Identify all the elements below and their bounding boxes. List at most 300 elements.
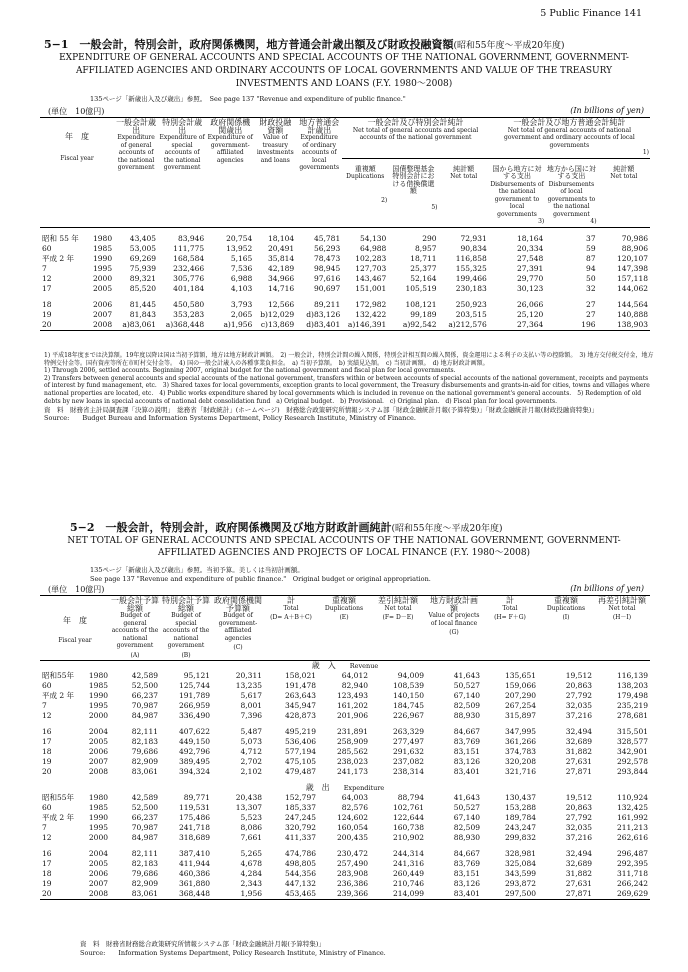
cell-value: 32	[586, 283, 596, 293]
cell-value: 78,473	[313, 253, 341, 263]
cell-value: 52,164	[410, 273, 437, 283]
t1-head-col: 特別会計歳出 Expenditure of special accounts of the national government	[158, 118, 206, 228]
cell-value: b)12,029	[260, 309, 295, 319]
row-year: 2000	[88, 833, 108, 842]
page-header: 5 Public Finance 141	[540, 8, 642, 19]
cell-value: 37	[586, 233, 596, 243]
row-era: 60	[42, 803, 52, 812]
t2-head-col	[426, 596, 482, 661]
row-year: 1985	[88, 681, 108, 690]
cell-value: 239,366	[336, 889, 368, 898]
cell-value: 143,467	[355, 273, 387, 283]
row-era: 60	[42, 681, 52, 690]
cell-value: 84,667	[453, 849, 480, 858]
cell-value: 84,987	[131, 833, 158, 842]
t2-head-en: Total	[283, 604, 299, 612]
table-row	[40, 711, 650, 721]
cell-value: 368,448	[178, 889, 210, 898]
cell-value: 263,643	[284, 691, 316, 700]
cell-value: 42,589	[131, 671, 158, 680]
section-row	[40, 661, 650, 672]
cell-value: 41,643	[453, 793, 480, 802]
table-row	[40, 320, 650, 331]
table-row	[40, 859, 650, 869]
cell-value: 8,001	[240, 701, 262, 710]
row-era: 60	[42, 243, 52, 253]
row-year: 2008	[93, 319, 113, 329]
t2-head-jp: 計	[506, 596, 514, 605]
cell-value: 196	[581, 319, 596, 329]
cell-value: 241,173	[336, 767, 368, 776]
cell-value: 27,871	[565, 767, 592, 776]
cell-value: 325,084	[504, 859, 536, 868]
cell-value: 311,718	[616, 869, 648, 878]
cell-value: 315,501	[616, 727, 648, 736]
t1-head-col: 地方から国に対する支出 Disbursements of local governments to the national government 4)	[545, 158, 597, 227]
row-year: 1985	[88, 803, 108, 812]
table-row	[40, 244, 650, 254]
cell-value: 32,035	[565, 701, 592, 710]
cell-value: 5,523	[240, 813, 262, 822]
row-year: 2005	[93, 283, 113, 293]
cell-value: 72,931	[460, 233, 487, 243]
cell-value: 231,891	[336, 727, 368, 736]
cell-value: 492,796	[178, 747, 210, 756]
t2-head-en: Budget of general accounts of the national government	[111, 612, 159, 649]
table-row	[40, 727, 650, 737]
cell-value: 411,944	[178, 859, 210, 868]
table-row	[40, 823, 650, 833]
t2-head-col	[538, 596, 594, 661]
t1-head-col: 国から地方に対する支出 Disbursements of the national government to local governments 3)	[489, 158, 546, 227]
cell-value: 42,589	[131, 793, 158, 802]
cell-value: 29,770	[517, 273, 544, 283]
cell-value: 293,872	[504, 879, 536, 888]
cell-value: 94,009	[397, 671, 424, 680]
table2-header	[40, 596, 650, 661]
cell-value: 132,422	[355, 309, 387, 319]
cell-value: 8,957	[415, 243, 437, 253]
t2-head-code: (E)	[339, 614, 349, 621]
section-row	[40, 783, 650, 793]
row-era: 17	[42, 737, 52, 746]
cell-value: 296,487	[616, 849, 648, 858]
cell-value: 27,792	[565, 691, 592, 700]
cell-value: 328,981	[504, 849, 536, 858]
row-year: 1980	[88, 671, 108, 680]
row-era: 昭和 55 年	[42, 233, 79, 243]
cell-value: 140,150	[392, 691, 424, 700]
cell-value: 81,843	[129, 309, 157, 319]
cell-value: 27	[586, 309, 596, 319]
row-year: 2004	[88, 727, 108, 736]
cell-value: 20,863	[565, 681, 592, 690]
cell-value: 230,472	[336, 849, 368, 858]
cell-value: 64,012	[341, 671, 368, 680]
cell-value: 411,337	[284, 833, 316, 842]
cell-value: 83,061	[131, 767, 158, 776]
cell-value: 210,902	[392, 833, 424, 842]
cell-value: 124,602	[336, 813, 368, 822]
cell-value: 66,237	[131, 691, 158, 700]
cell-value: 37,216	[565, 711, 592, 720]
cell-value: 243,247	[504, 823, 536, 832]
cell-value: a)146,391	[347, 319, 387, 329]
cell-value: 172,982	[355, 299, 387, 309]
cell-value: 290	[422, 233, 437, 243]
cell-value: 32,689	[565, 859, 592, 868]
t2-head-jp: 特別会計予算総額	[162, 596, 210, 613]
cell-value: 160,738	[392, 823, 424, 832]
cell-value: 389,495	[178, 757, 210, 766]
cell-value: a)1,956	[223, 319, 253, 329]
t2-head-code: (B)	[181, 651, 191, 659]
cell-value: 83,151	[453, 869, 480, 878]
cell-value: 258,909	[336, 737, 368, 746]
t2-head-en: Budget of special accounts of the national government	[162, 612, 210, 649]
cell-value: 119,531	[178, 803, 210, 812]
t2-head-en: Total	[502, 604, 518, 612]
cell-value: 88,906	[621, 243, 648, 253]
cell-value: 238,023	[336, 757, 368, 766]
row-era: 20	[42, 767, 52, 776]
cell-value: 82,183	[131, 737, 158, 746]
cell-value: 110,924	[616, 793, 648, 802]
cell-value: 291,632	[392, 747, 424, 756]
cell-value: 353,283	[173, 309, 205, 319]
cell-value: d)83,126	[306, 309, 341, 319]
cell-value: 64,988	[360, 243, 387, 253]
cell-value: 82,940	[341, 681, 368, 690]
cell-value: 175,486	[178, 813, 210, 822]
cell-value: 83,401	[453, 767, 480, 776]
t1-head-group2: 一般会計及び地方普通会計純計 Net total of general accounts of national government and ordinary accounts of local governments 1)	[489, 118, 650, 159]
t2-head-jp: 差引純計額	[378, 596, 418, 605]
cell-value: 19,512	[565, 671, 592, 680]
row-era: 昭和55年	[42, 671, 75, 680]
table1-reference: 135ページ「新歳出入及び歳出」参照。 See page 137 "Revenue and expenditure of public finance."	[90, 95, 406, 103]
cell-value: 84,987	[131, 711, 158, 720]
table1-unit-jp: (単位 10億円)	[48, 107, 105, 116]
cell-value: 283,908	[336, 869, 368, 878]
row-year: 2000	[88, 711, 108, 720]
t2-head-code: (A)	[130, 651, 140, 659]
cell-value: 116,139	[616, 671, 648, 680]
cell-value: 20,863	[565, 803, 592, 812]
table2-source: 資 料 財務省財務総合政策研究所情報システム部「財政金融統計月報(予算特集)」 Source: Information Systems Department, Policy Research Institute, Ministry of Finance.	[80, 940, 386, 957]
cell-value: 83,946	[177, 233, 205, 243]
cell-value: a)368,448	[165, 319, 205, 329]
cell-value: 460,386	[178, 869, 210, 878]
cell-value: 161,202	[336, 701, 368, 710]
cell-value: 82,909	[131, 879, 158, 888]
cell-value: 88,794	[397, 793, 424, 802]
cell-value: 475,105	[284, 757, 316, 766]
cell-value: 138,903	[616, 319, 648, 329]
cell-value: 577,194	[284, 747, 316, 756]
cell-value: 292,395	[616, 859, 648, 868]
cell-value: 7,661	[240, 833, 262, 842]
table-row	[40, 833, 650, 843]
row-year: 2005	[88, 737, 108, 746]
table-row	[40, 264, 650, 274]
row-year: 2000	[93, 273, 113, 283]
t2-head-en: Duplications	[546, 604, 586, 612]
cell-value: a)83,061	[122, 319, 157, 329]
cell-value: 479,487	[284, 767, 316, 776]
cell-value: 210,746	[392, 879, 424, 888]
t2-head-jp: 政府関係機関予算額	[214, 596, 262, 613]
cell-value: 83,061	[131, 889, 158, 898]
cell-value: 179,498	[616, 691, 648, 700]
cell-value: 498,805	[284, 859, 316, 868]
cell-value: a)92,542	[402, 319, 437, 329]
cell-value: 214,099	[392, 889, 424, 898]
row-year: 2008	[88, 889, 108, 898]
cell-value: 102,761	[392, 803, 424, 812]
cell-value: 37,216	[565, 833, 592, 842]
row-year: 2006	[88, 747, 108, 756]
cell-value: 1,956	[240, 889, 262, 898]
table-row	[40, 757, 650, 767]
cell-value: 50,527	[453, 803, 480, 812]
t2-head-col	[482, 596, 538, 661]
cell-value: 54,130	[360, 233, 387, 243]
table-row	[40, 671, 650, 681]
t1-head-col: 政府関係機関歳出 Expenditure of government-affiliated agencies	[206, 118, 254, 228]
cell-value: 536,406	[284, 737, 316, 746]
table2-body	[40, 661, 650, 900]
cell-value: 56,293	[313, 243, 341, 253]
row-year: 1995	[93, 263, 113, 273]
cell-value: 50	[586, 273, 596, 283]
row-era: 20	[42, 319, 52, 329]
cell-value: 152,797	[284, 793, 316, 802]
cell-value: 285,562	[336, 747, 368, 756]
row-year: 1990	[88, 691, 108, 700]
cell-value: 199,466	[455, 273, 487, 283]
t2-head-code: (H－I)	[612, 614, 632, 621]
t2-head-code: (D= A＋B＋C)	[270, 614, 312, 621]
cell-value: 18,104	[267, 233, 295, 243]
cell-value: 94	[586, 263, 596, 273]
cell-value: 144,564	[616, 299, 648, 309]
cell-value: 318,689	[178, 833, 210, 842]
table-row	[40, 803, 650, 813]
t1-head-col: 一般会計歳出 Expenditure of general accounts of the national government	[114, 118, 158, 228]
cell-value: 20,311	[235, 671, 262, 680]
cell-value: 158,021	[284, 671, 316, 680]
cell-value: 3,793	[230, 299, 253, 309]
cell-value: 88,930	[453, 833, 480, 842]
cell-value: 108,121	[405, 299, 437, 309]
cell-value: 189,784	[504, 813, 536, 822]
row-year: 1985	[93, 243, 113, 253]
cell-value: 321,716	[504, 767, 536, 776]
t2-head-jp: 計	[287, 596, 295, 605]
cell-value: 191,789	[178, 691, 210, 700]
table-row	[40, 691, 650, 701]
cell-value: 185,337	[284, 803, 316, 812]
t2-head-jp: 重複額	[332, 596, 356, 605]
cell-value: 263,329	[392, 727, 424, 736]
table2	[40, 595, 650, 900]
cell-value: 105,519	[405, 283, 437, 293]
cell-value: 85,520	[129, 283, 157, 293]
cell-value: 394,324	[178, 767, 210, 776]
table-row	[40, 300, 650, 310]
cell-value: 83,401	[453, 889, 480, 898]
cell-value: 5,487	[240, 727, 262, 736]
t2-head-en: Net total	[384, 604, 412, 612]
cell-value: 83,151	[453, 747, 480, 756]
table1-unit-en: (In billions of yen)	[570, 106, 644, 115]
cell-value: 232,466	[173, 263, 205, 273]
section-label-jp: 歳 出	[305, 783, 330, 792]
cell-value: 336,490	[178, 711, 210, 720]
cell-value: 345,947	[284, 701, 316, 710]
table2-title-jp: 5−2 一般会計，特別会計，政府関係機関及び地方財政計画純計(昭和55年度～平成20年度)	[70, 521, 503, 534]
cell-value: 361,880	[178, 879, 210, 888]
cell-value: 26,066	[517, 299, 544, 309]
cell-value: 191,478	[284, 681, 316, 690]
cell-value: 132,425	[616, 803, 648, 812]
cell-value: 32,689	[565, 737, 592, 746]
cell-value: 42,189	[267, 263, 295, 273]
cell-value: 5,265	[240, 849, 262, 858]
t2-head-col	[110, 596, 160, 661]
t1-head-col: 重複額 Duplications 2)	[342, 158, 388, 227]
cell-value: 260,449	[392, 869, 424, 878]
cell-value: 97,616	[313, 273, 341, 283]
row-era: 19	[42, 757, 52, 766]
cell-value: 20,438	[235, 793, 262, 802]
cell-value: 32,494	[565, 849, 592, 858]
cell-value: 207,290	[504, 691, 536, 700]
cell-value: 125,744	[178, 681, 210, 690]
cell-value: 320,208	[504, 757, 536, 766]
cell-value: 27,792	[565, 813, 592, 822]
cell-value: 277,497	[392, 737, 424, 746]
cell-value: 82,111	[131, 849, 158, 858]
cell-value: 116,858	[455, 253, 487, 263]
cell-value: 20,491	[267, 243, 295, 253]
cell-value: 343,599	[504, 869, 536, 878]
cell-value: 342,901	[616, 747, 648, 756]
cell-value: 544,356	[284, 869, 316, 878]
cell-value: 347,995	[504, 727, 536, 736]
table-row	[40, 793, 650, 803]
t1-head-col: 純計額 Net total	[439, 158, 489, 227]
cell-value: 66,237	[131, 813, 158, 822]
cell-value: 88,930	[453, 711, 480, 720]
cell-value: 226,967	[392, 711, 424, 720]
t2-head-code: (G)	[449, 629, 459, 636]
cell-value: 25,377	[410, 263, 437, 273]
t2-head-col	[318, 596, 370, 661]
cell-value: 297,500	[504, 889, 536, 898]
cell-value: 135,651	[504, 671, 536, 680]
cell-value: 27,548	[517, 253, 544, 263]
cell-value: 320,792	[284, 823, 316, 832]
cell-value: 447,132	[284, 879, 316, 888]
cell-value: 2,102	[240, 767, 262, 776]
cell-value: 82,111	[131, 727, 158, 736]
cell-value: 315,897	[504, 711, 536, 720]
row-year: 2007	[93, 309, 113, 319]
cell-value: 5,617	[240, 691, 262, 700]
cell-value: 293,844	[616, 767, 648, 776]
cell-value: 111,775	[173, 243, 205, 253]
cell-value: 230,183	[455, 283, 487, 293]
cell-value: 184,745	[392, 701, 424, 710]
table1-body	[40, 227, 650, 330]
cell-value: 83,769	[453, 737, 480, 746]
cell-value: 247,245	[284, 813, 316, 822]
row-era: 7	[42, 701, 47, 710]
cell-value: 98,945	[313, 263, 341, 273]
section-label-en: Revenue	[349, 662, 379, 670]
table2-unit-en: (In billions of yen)	[570, 584, 644, 593]
cell-value: 81,445	[129, 299, 157, 309]
cell-value: 34,966	[267, 273, 295, 283]
cell-value: 450,580	[173, 299, 205, 309]
row-era: 19	[42, 309, 52, 319]
row-era: 平成 2 年	[42, 253, 75, 263]
t2-head-col	[212, 596, 264, 661]
row-year: 1990	[88, 813, 108, 822]
cell-value: 305,776	[173, 273, 205, 283]
table-row	[40, 234, 650, 244]
table-row	[40, 701, 650, 711]
cell-value: 160,054	[336, 823, 368, 832]
section-label	[40, 783, 650, 793]
row-era: 19	[42, 879, 52, 888]
cell-value: 64,003	[341, 793, 368, 802]
t2-head-jp: 重複額	[554, 596, 578, 605]
cell-value: 35,814	[267, 253, 295, 263]
cell-value: 151,001	[355, 283, 387, 293]
table1-title-jp: 5−1 一般会計，特別会計，政府関係機関，地方普通会計歳出額及び財政投融資額(昭和55年度～平成20年度)	[44, 38, 565, 51]
cell-value: 99,189	[410, 309, 437, 319]
cell-value: 238,314	[392, 767, 424, 776]
row-year: 2006	[93, 299, 113, 309]
t1-head-col: 財政投融資額 Value of treasury investments and loans	[254, 118, 296, 228]
cell-value: 155,325	[455, 263, 487, 273]
cell-value: 267,254	[504, 701, 536, 710]
table-row	[40, 869, 650, 879]
table-row	[40, 767, 650, 777]
cell-value: 75,939	[129, 263, 157, 273]
row-era: 16	[42, 849, 52, 858]
row-era: 7	[42, 823, 47, 832]
cell-value: 401,184	[173, 283, 205, 293]
row-era: 18	[42, 299, 52, 309]
cell-value: 70,987	[131, 823, 158, 832]
cell-value: 102,283	[355, 253, 387, 263]
cell-value: 4,712	[240, 747, 262, 756]
t2-head-jp: 地方財政計画額	[430, 596, 478, 613]
t2-head-en: Budget of government-affiliated agencies	[218, 612, 258, 642]
cell-value: 90,697	[313, 283, 341, 293]
cell-value: 82,509	[453, 701, 480, 710]
cell-value: 159,066	[504, 681, 536, 690]
cell-value: 495,219	[284, 727, 316, 736]
t2-head-jp: 再差引純計額	[598, 596, 646, 605]
cell-value: 83,126	[453, 757, 480, 766]
table-row	[40, 849, 650, 859]
t2-head-en: Net total	[608, 604, 636, 612]
